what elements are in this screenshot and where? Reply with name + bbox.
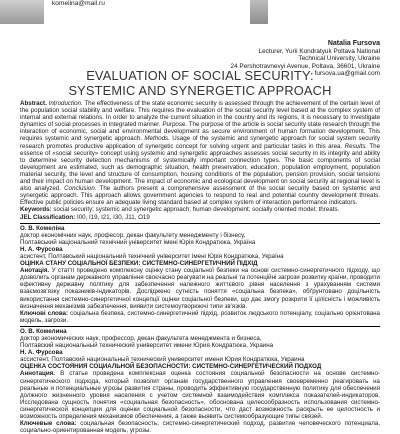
- ua-keywords: [20, 310, 380, 324]
- ua-keywords-label: Ключові слова:: [20, 309, 69, 317]
- ua-author2-desc: асистент, Полтавський національний технічний університет імені Юрія Кондратюка, Україна: [20, 252, 284, 260]
- results-label: Results.: [344, 142, 368, 150]
- ru-keywords: [20, 420, 380, 434]
- article-body: [20, 100, 380, 434]
- title-line-1: EVALUATION OF SOCIAL SECURITY:: [86, 68, 314, 83]
- ru-keywords-label: Ключевые слова:: [20, 420, 77, 428]
- author-position: Lecturer, Yurii Kondratyuk Poltava National: [258, 47, 380, 55]
- ru-annotation-text: В статье проведена комплексная оценка состояния социальной безопасности на основе системно-синергетического подхода, который позволит органам государственного управления своевременно реагировать на реальные и потенциальные угрозы развития страны, проводить эффективную государственную политику для обеспечения должного жизненного уровня населения с учетом системной взаимодействия комплекса показателей-индикаторов. Исследована сущность понятия «социальная безопасность», обоснована целесообразность использования системно-синергетической концепции для оценки социальной безопасности, что даст возможность раскрыть ее целостность и возможность определения механизмов обеспечения, а также выявить системообразующие типы связей.: [20, 370, 380, 421]
- ua-author1-org: Полтавський національний технічний університет імені Юрія Кондратюка, Україна: [20, 238, 256, 246]
- author-name: Natalia Fursova: [327, 40, 380, 47]
- methods-text: Usage of the systemic and synergetic approach for social system security research promotes productive application of synergetic concept for solving urgent and particular tasks in this area.: [20, 135, 380, 150]
- intro-label: Introduction.: [48, 100, 83, 107]
- results-text: The essence of «social security» concept using systemic and synergetic approaches assesses social security in its integrity and ability to determine security detection mechanisms of systemically important connection types. The basic components of social development are estimated, such as demographic situation, health preservation, education, population employment, population material security, the level and structure of consumption, housing conditions of the population, pension provision, social tensions and their impact on human development. The impact of economic and ecological development on social security at regional level is also analyzed.: [20, 142, 381, 193]
- divider: [20, 223, 380, 224]
- author-photo-left: [0, 0, 44, 24]
- author-email: fursova.ua@gmail.com: [314, 70, 380, 78]
- ua-keywords-text: соціальна безпека, системно-синергетичний підхід, розвиток людського потенціалу, соціально орієнтована модель, загрози.: [20, 309, 380, 324]
- ru-annotation: [20, 370, 380, 420]
- conclusion-label: Conclusion.: [64, 185, 97, 193]
- ru-author1-desc: доктор экономических наук, профессор, декан факультета менеджмента и бизнеса,: [20, 335, 262, 342]
- article-title: [0, 68, 400, 98]
- ua-annotation: [20, 267, 380, 310]
- jel-text: I00, I19, I21, I30, J11, O19: [76, 213, 150, 221]
- keywords-label: Keywords:: [20, 206, 52, 214]
- ru-author2-name: Н. А. Фурсова: [20, 349, 63, 357]
- jel-label: JEL Classіfication:: [20, 213, 76, 221]
- abstract-en: [20, 100, 380, 206]
- ru-author1-org: Полтавский национальный технический университет имени Юрия Кондратюка, Украина: [20, 342, 274, 350]
- ru-title: ОЦЕНКА СОСТОЯНИЯ СОЦИАЛЬНОЙ БЕЗОПАСНОСТИ: СИСТЕМНО-СИНЕРГЕТИЧЕСКИЙ ПОДХОД: [20, 363, 322, 371]
- title-line-2: SYSTEMIC AND SYNERGETIC APPROACH: [68, 83, 332, 98]
- ru-keywords-text: социальная безопасность, системно-синергетический подход, развитие человеческого потенциала, социально-ориентированная модель, угрозы.: [20, 420, 380, 434]
- abstract-label: Abstract.: [20, 100, 47, 107]
- author-photo-right: [250, 0, 268, 24]
- author-org: Technical University, Ukraine: [298, 55, 380, 63]
- purpose-text: The purpose of the article is social security state research through the interaction of economic, social and environmental development as secure environment of human formation development. This requires systemic and synergetic approach.: [20, 121, 381, 143]
- purpose-label: Purpose.: [162, 121, 188, 129]
- ua-author2-name: Н. А. Фурсова: [20, 245, 63, 253]
- intro-text: The effectiveness of the state economic security is assessed through the achievement of the certain level of the population social stability and welfare. This requires the evaluation of the social security level based at the complex system of internal and external relations. In order to analyze the current situation in the country and its regions, it is necessary to investigate dynamics of social processes in integrated manner.: [20, 100, 380, 129]
- ua-annotation-text: У статті проведено комплексну оцінку стану соціальної безпеки на основі системно-синергетичного підходу, що дозволить органам державного управління своєчасно реагувати на реальні та потенційні загрози розвитку країни, проводити ефективну державну політику для забезпечення належного життєвого рівня населення з урахуванням системи взаємозв'язку показників-індикаторів. Досліджено сутність поняття «соціальна безпека», обґрунтовано доцільність використання системно-синергетичної концепції оцінки соціальної безпеки, що дає змогу розкрити її цілісність і можливість визначення механізмів забезпечення, виявити системоутворюючі типи зв'язків.: [20, 267, 381, 310]
- ru-author2-desc: ассистент, Полтавский национальный технический университет имени Юрия Кондратюка, Украина: [20, 356, 305, 364]
- ru-author1-name: О. В. Комелина: [20, 327, 67, 335]
- methods-label: Methods.: [144, 135, 170, 143]
- ru-annotation-label: Аннотация.: [20, 370, 55, 378]
- ua-author1-desc: доктор економічних наук, професор, декан факультету менеджменту і бізнесу,: [20, 231, 246, 239]
- divider: [20, 326, 380, 327]
- conclusion-text: The authors present a comprehensive assessment of the social security based on systemic and synergetic approach. This approach allows government agencies to respond to real and potential country development threats. Effective public policies ensure an adequate living standard based at complex system of interaction performance indicators.: [20, 185, 380, 207]
- top-email: komelina@mail.ru: [52, 0, 105, 7]
- author-address: 24 Pershotravnevyi Avenue, Poltava, 36601, Ukraine: [230, 62, 380, 70]
- keywords-en: [20, 206, 380, 213]
- ua-annotation-label: Анотація.: [20, 267, 50, 275]
- keywords-text: social security; systemic and synergetic approach; human development; socially oriented model; threats.: [53, 206, 340, 214]
- ukrainian-abstract: [20, 225, 380, 324]
- russian-abstract: [20, 328, 380, 434]
- ua-author1-name: О. В. Комеліна: [20, 224, 65, 232]
- ua-title: ОЦІНКА СТАНУ СОЦІАЛЬНОЇ БЕЗПЕКИ: СИСТЕМНО-СИНЕРГЕТИЧНИЙ ПІДХІД: [20, 260, 258, 268]
- jel-classification: [20, 214, 380, 221]
